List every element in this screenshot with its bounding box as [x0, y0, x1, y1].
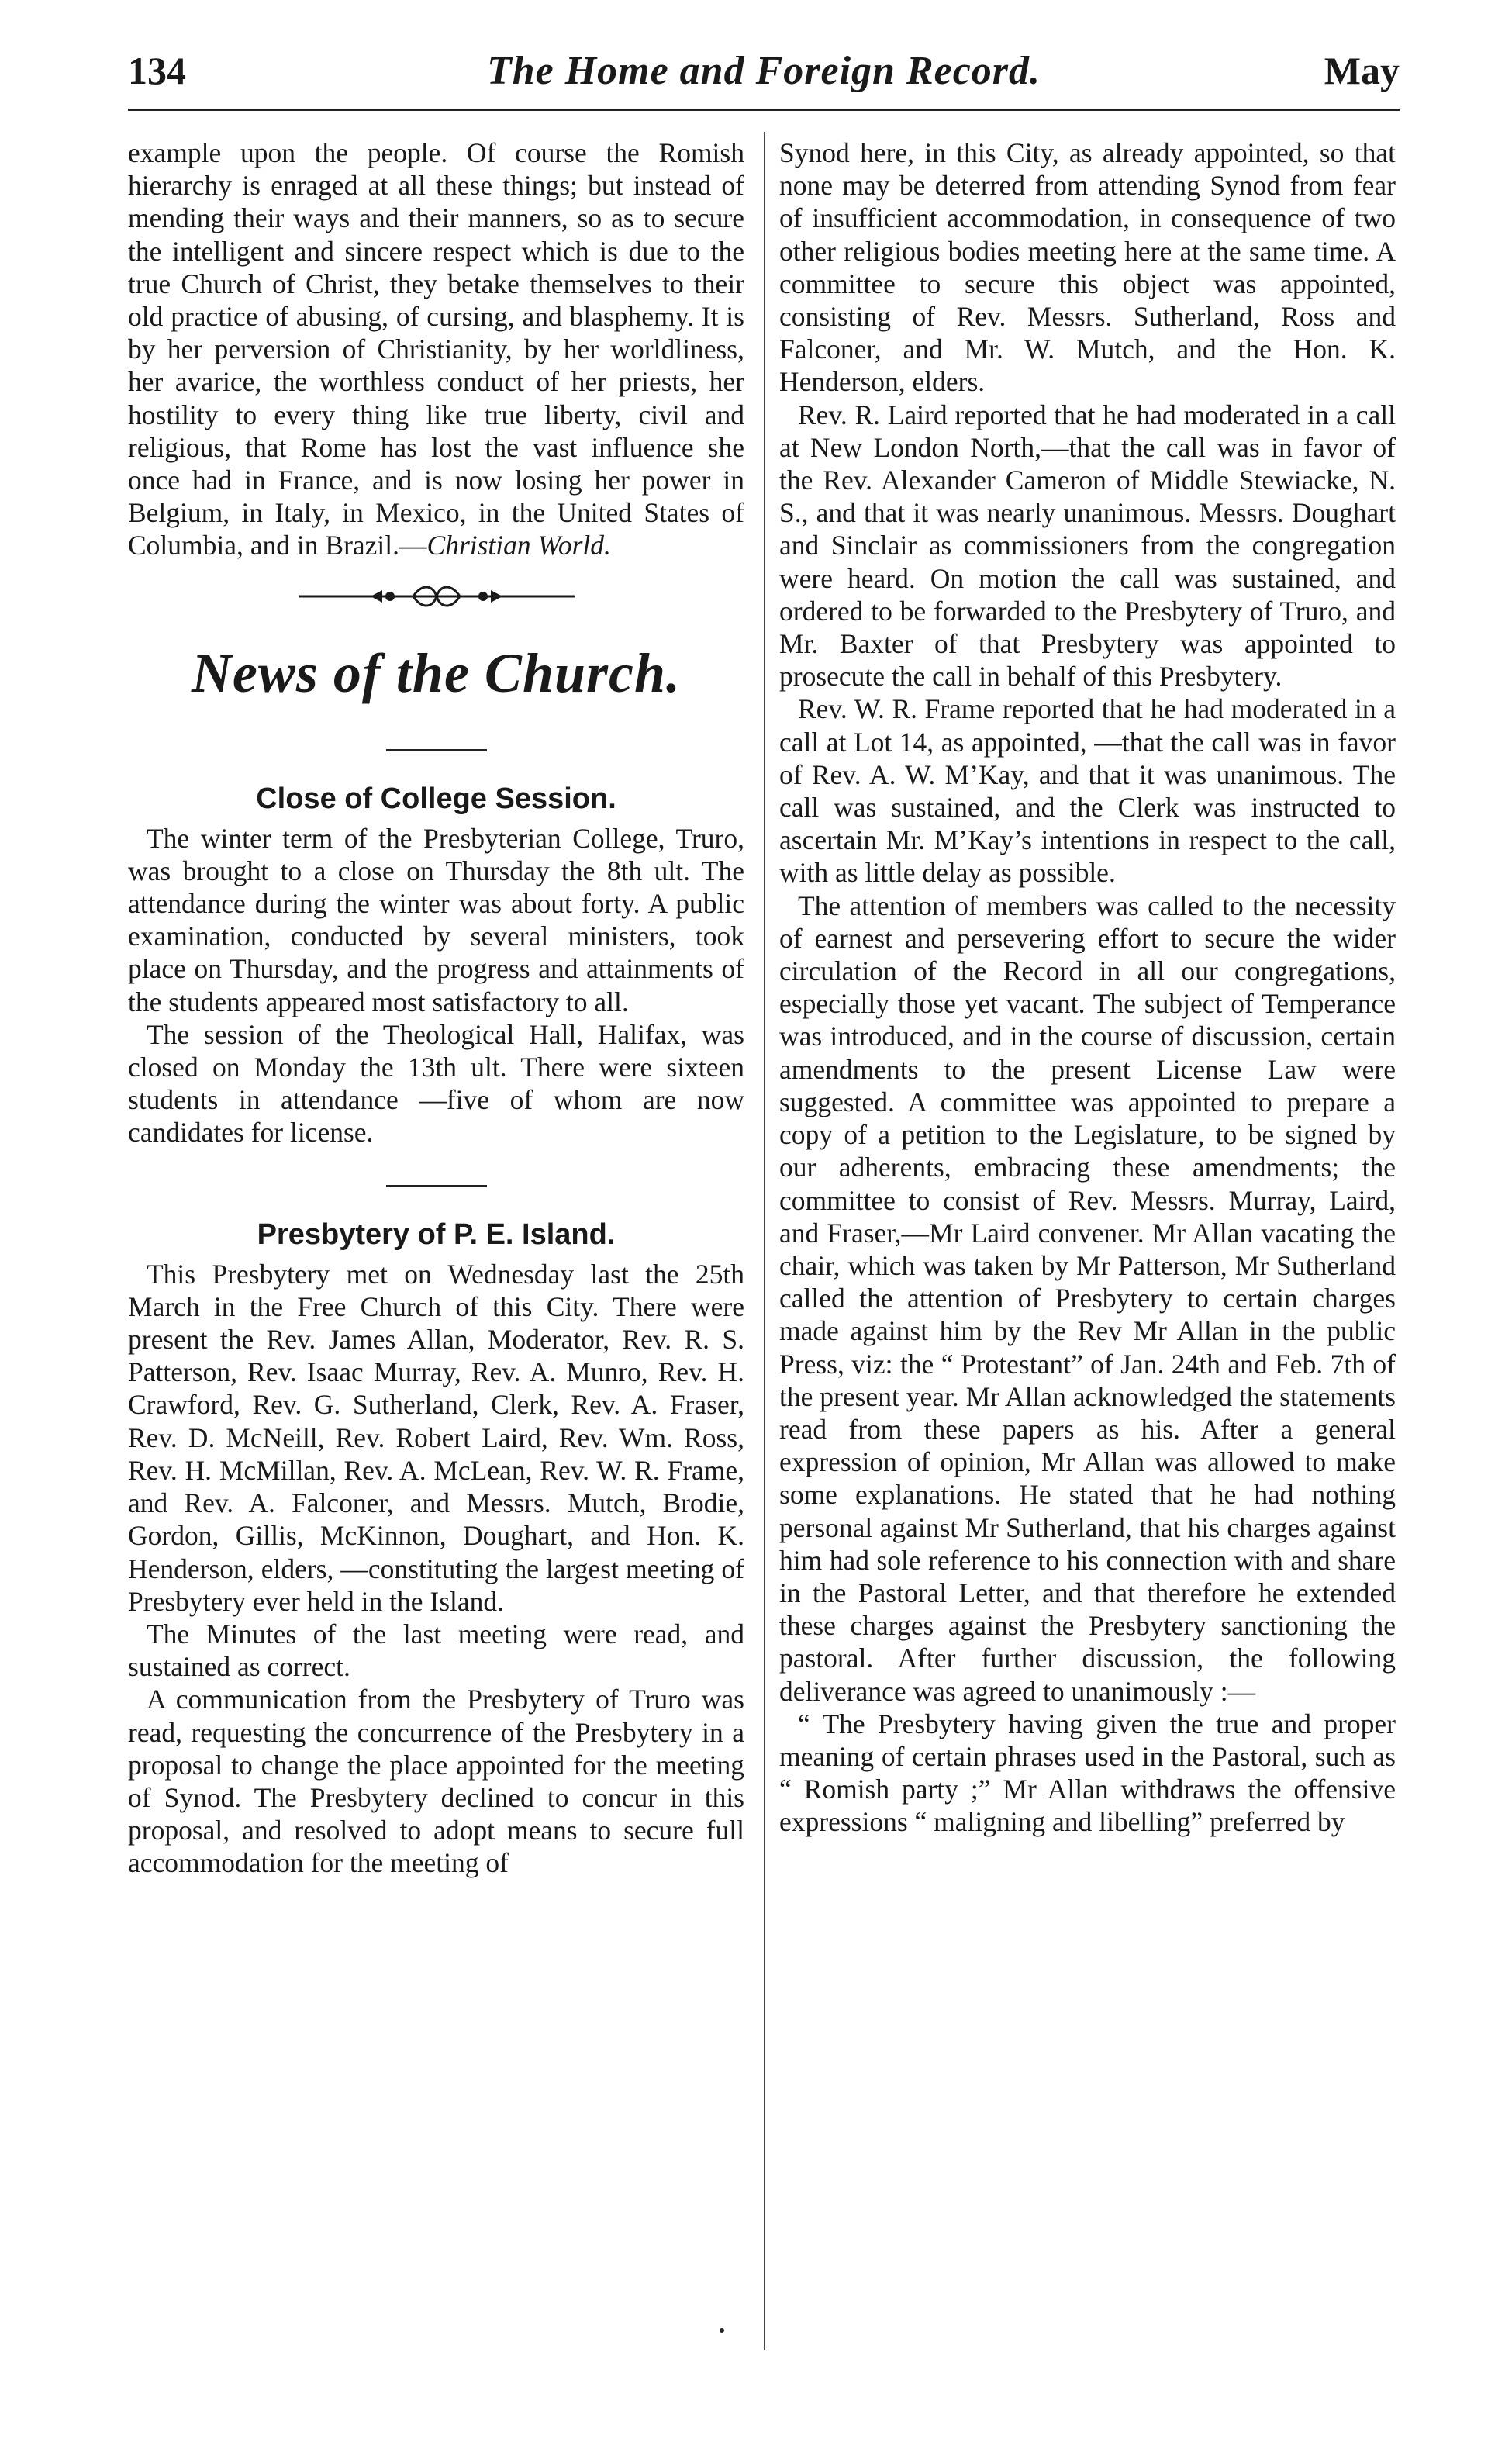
- college-paragraph-2: The session of the Theological Hall, Halifax, was closed on Monday the 13th ult. There were sixteen students in attendance —five of whom are now candidates for license.: [128, 1018, 744, 1149]
- section-rule: [386, 1185, 487, 1187]
- presbytery-paragraph-1: This Presbytery met on Wednesday last the 25th March in the Free Church of this City. There were present the Rev. James Allan, Moderator, Rev. R. S. Patterson, Rev. Isaac Murray, Rev. A. Munro, Rev. H. Crawford, Rev. G. Sutherland, Clerk, Rev. A. Fraser, Rev. D. McNeill, Rev. Robert Laird, Rev. Wm. Ross, Rev. H. McMillan, Rev. A. McLean, Rev. W. R. Frame, and Rev. A. Falconer, and Messrs. Mutch, Brodie, Gordon, Gillis, McKinnon, Doughart, and Hon. K. Henderson, elders, —constituting the largest meeting of Presbytery ever held in the Island.: [128, 1258, 744, 1617]
- opening-paragraph: [128, 136, 744, 562]
- left-column: [128, 136, 744, 1880]
- journal-title: The Home and Foreign Record.: [486, 49, 1041, 93]
- print-speck: [720, 2328, 724, 2333]
- right-paragraph-5: “ The Presbytery having given the true and proper meaning of certain phrases used in the Pastoral, such as “ Romish party ;” Mr Allan withdraws the offensive expressions “ maligning and libelling” preferred by: [779, 1708, 1396, 1838]
- issue-month: May: [1324, 49, 1400, 92]
- opening-citation: Christian World.: [426, 530, 611, 561]
- right-paragraph-4: The attention of members was called to the necessity of earnest and persevering effort to secure the wider circulation of the Record in all our congregations, especially those yet vacant. The subject of Temperance was introduced, and in the course of discussion, certain amendments to the present License Law were suggested. A committee was appointed to prepare a copy of a petition to the Legislature, to be signed by our adherents, embracing these amendments; the committee to consist of Rev. Messrs. Murray, Laird, and Fraser,—Mr Laird convener. Mr Allan vacating the chair, which was taken by Mr Patterson, Mr Sutherland called the attention of Presbytery to certain charges made against him by the Rev Mr Allan in the public Press, viz: the “ Protestant” of Jan. 24th and Feb. 7th of the present year. Mr Allan acknowledged the statements read from these papers as his. After a general expression of opinion, Mr Allan was allowed to make some explanations. He stated that he had nothing personal against Mr Sutherland, that his charges against him had sole reference to his connection with and share in the Pastoral Letter, and that therefore he extended these charges against the Presbytery sanctioning the pastoral. After further discussion, the following deliverance was agreed to unanimously :—: [779, 889, 1396, 1707]
- column-divider: [764, 132, 765, 2350]
- right-paragraph-3: Rev. W. R. Frame reported that he had moderated in a call at Lot 14, as appointed, —that the call was in favor of Rev. A. W. M’Kay, and that it was unanimous. The call was sustained, and the Clerk was instructed to ascertain Mr. M’Kay’s intentions in respect to the call, with as little delay as possible.: [779, 693, 1396, 889]
- right-paragraph-2: Rev. R. Laird reported that he had moderated in a call at New London North,—that the call was in favor of the Rev. Alexander Cameron of Middle Stewiacke, N. S., and that it was nearly unanimous. Messrs. Doughart and Sinclair as commissioners from the congregation were heard. On motion the call was sustained, and ordered to be forwarded to the Presbytery of Truro, and Mr. Baxter of that Presbytery was appointed to prosecute the call in behalf of this Presbytery.: [779, 399, 1396, 693]
- right-paragraph-1: Synod here, in this City, as already appointed, so that none may be deterred from attending Synod from fear of insufficient accommodation, in consequence of two other religious bodies meeting here at the same time. A committee to secure this object was appointed, consisting of Rev. Messrs. Sutherland, Ross and Falconer, and Mr. W. Mutch, and the Hon. K. Henderson, elders.: [779, 137, 1396, 398]
- page-header: [128, 48, 1400, 104]
- college-heading: Close of College Session.: [256, 782, 616, 815]
- section-rule: [386, 749, 487, 751]
- right-column: [779, 136, 1396, 1839]
- header-rule: [128, 109, 1400, 111]
- presbytery-paragraph-3: A communication from the Presbytery of Truro was read, requesting the concurrence of the Presbytery in a proposal to change the place appointed for the meeting of Synod. The Presbytery declined to concur in this proposal, and resolved to adopt means to secure full accommodation for the meeting of: [128, 1684, 744, 1879]
- college-paragraph-1: The winter term of the Presbyterian College, Truro, was brought to a close on Thursday the 8th ult. The attendance during the winter was about forty. A public examination, conducted by several ministers, took place on Thursday, and the progress and attainments of the students appeared most satisfactory to all.: [128, 822, 744, 1017]
- opening-text: example upon the people. Of course the Romish hierarchy is enraged at all these things; but instead of mending their ways and their manners, so as to secure the intelligent and sincere respect which is due to the true Church of Christ, they betake themselves to their old practice of abusing, of cursing, and blasphemy. It is by her perversion of Christianity, by her worldliness, her avarice, the worthless conduct of her priests, her hostility to every thing like true liberty, civil and religious, that Rome has lost the vast influence she once had in France, and is now losing her power in Belgium, in Italy, in Mexico, in the United States of Columbia, and in Brazil.—: [128, 137, 744, 561]
- page-number: 134: [128, 49, 186, 92]
- ornamental-divider-icon: [297, 579, 576, 613]
- presbytery-paragraph-2: The Minutes of the last meeting were read, and sustained as correct.: [128, 1618, 744, 1683]
- presbytery-heading: Presbytery of P. E. Island.: [257, 1218, 616, 1251]
- section-title: News of the Church.: [191, 641, 682, 704]
